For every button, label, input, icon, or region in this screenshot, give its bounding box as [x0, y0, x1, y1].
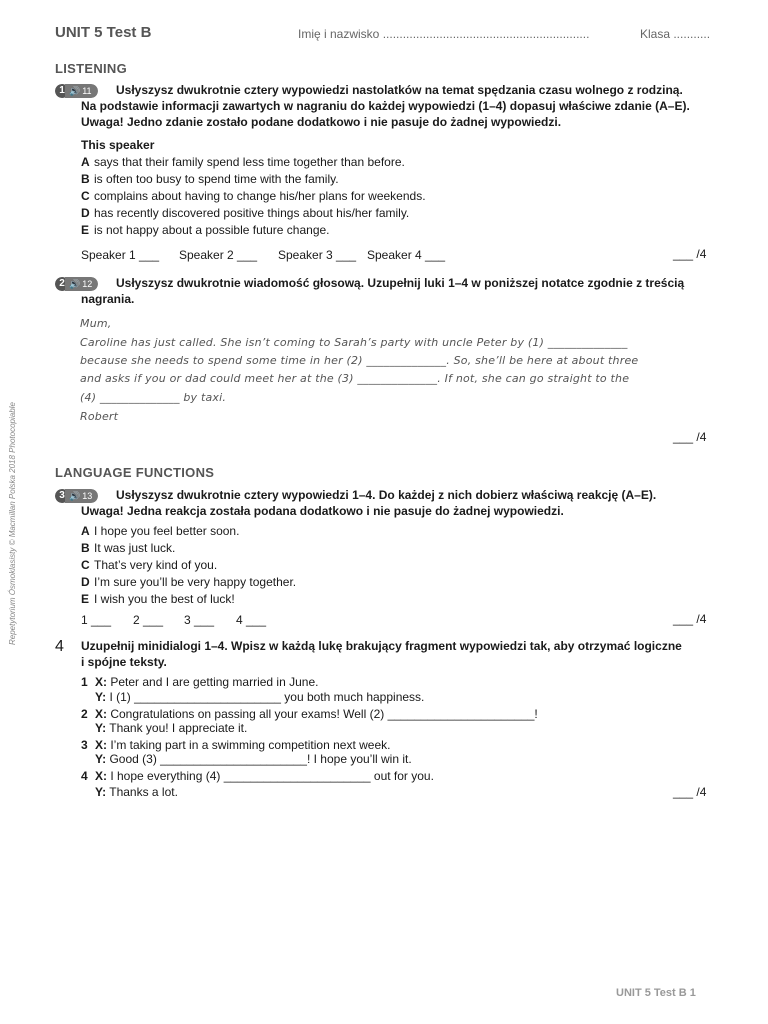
task-2-instruction-line-1: Usłyszysz dwukrotnie wiadomość głosową. Uzupełnij luki 1–4 w poniższej notatce zgodnie z treścią	[116, 276, 685, 290]
dialogue-2-y: Y: Thank you! I appreciate it.	[95, 721, 248, 735]
task-1-option-d: D has recently discovered positive things about his/her family.	[81, 206, 410, 220]
track-number: 13	[82, 491, 93, 501]
note-line-4: (4) ______________ by taxi.	[80, 391, 227, 404]
dialogue-number: 2	[81, 707, 88, 721]
dialogue-1-y: Y: I (1) ______________________ you both much happiness.	[95, 690, 425, 704]
dialogue-4-x: X: I hope everything (4) ______________________ out for you.	[95, 769, 434, 783]
class-field-label: Klasa ...........	[640, 27, 711, 41]
dialogue-4-y: Y: Thanks a lot.	[95, 785, 178, 799]
audio-icon: 🔊	[69, 279, 81, 289]
task-4-score: ___ /4	[673, 785, 707, 799]
task-3-option-d: D I’m sure you’ll be very happy together.	[81, 575, 297, 589]
task-3-score: ___ /4	[673, 612, 707, 626]
note-line-3: and asks if you or dad could meet her at the (3) ______________. If not, she can go straight to the	[80, 372, 630, 385]
dialogue-1-x: X: Peter and I are getting married in June.	[95, 675, 319, 689]
task-number: 1	[55, 84, 69, 98]
answer-speaker-2[interactable]: Speaker 2 ___	[179, 248, 258, 262]
task-3-option-b: B It was just luck.	[81, 541, 176, 555]
audio-icon: 🔊	[69, 491, 81, 501]
task-3-instruction-line-2: Uwaga! Jedna reakcja została podana dodatkowo i nie pasuje do żadnej wypowiedzi.	[81, 504, 564, 518]
task-3-instruction-line-1: Usłyszysz dwukrotnie cztery wypowiedzi 1–4. Do każdej z nich dobierz właściwą reakcję (A–E).	[116, 488, 657, 502]
answer-item-1[interactable]: 1 ___	[81, 613, 112, 627]
note-line-2: because she needs to spend some time in her (2) ______________. So, she’ll be here at about three	[80, 354, 639, 367]
answer-speaker-3[interactable]: Speaker 3 ___	[278, 248, 357, 262]
task-1-stem: This speaker	[81, 138, 155, 152]
note-greeting: Mum,	[80, 317, 112, 330]
unit-title: UNIT 5 Test B	[55, 24, 152, 41]
note-line-1: Caroline has just called. She isn’t coming to Sarah’s party with uncle Peter by (1) ______________	[80, 336, 628, 349]
dialogue-2-x: X: Congratulations on passing all your exams! Well (2) ______________________!	[95, 707, 538, 721]
task-1-instruction-line-3: Uwaga! Jedno zdanie zostało podane dodatkowo i nie pasuje do żadnej wypowiedzi.	[81, 115, 562, 129]
task-4-badge	[55, 638, 64, 656]
task-4-instruction-line-2: i spójne teksty.	[81, 655, 167, 669]
task-number: 2	[55, 277, 69, 291]
task-2-badge	[55, 277, 98, 291]
task-2-instruction-line-2: nagrania.	[81, 292, 135, 306]
answer-item-2[interactable]: 2 ___	[133, 613, 164, 627]
task-3-option-a: A I hope you feel better soon.	[81, 524, 240, 538]
section-heading-language-functions: LANGUAGE FUNCTIONS	[55, 465, 215, 480]
task-1-instruction-line-1: Usłyszysz dwukrotnie cztery wypowiedzi nastolatków na temat spędzania czasu wolnego z rodziną.	[116, 83, 683, 97]
task-number: 3	[55, 489, 69, 503]
task-1-badge	[55, 84, 98, 98]
track-number: 12	[82, 279, 93, 289]
track-number: 11	[82, 86, 92, 96]
task-3-option-e: E I wish you the best of luck!	[81, 592, 235, 606]
copyright-side-note: Repetytorium Ósmoklasisty © Macmillan Polska 2018 Photocopiable	[8, 402, 17, 645]
task-1-option-c: C complains about having to change his/her plans for weekends.	[81, 189, 426, 203]
dialogue-3-y: Y: Good (3) ______________________! I hope you’ll win it.	[95, 752, 412, 766]
task-1-score: ___ /4	[673, 247, 707, 261]
dialogue-3-x: X: I’m taking part in a swimming competition next week.	[95, 738, 391, 752]
task-1-instruction-line-2: Na podstawie informacji zawartych w nagraniu do każdej wypowiedzi (1–4) dopasuj właściwe zdanie (A–E).	[81, 99, 690, 113]
task-number: 4	[55, 638, 64, 655]
answer-item-4[interactable]: 4 ___	[236, 613, 267, 627]
task-1-option-b: B is often too busy to spend time with the family.	[81, 172, 339, 186]
page-footer: UNIT 5 Test B 1	[616, 987, 696, 999]
answer-speaker-4[interactable]: Speaker 4 ___	[367, 248, 446, 262]
section-heading-listening: LISTENING	[55, 61, 128, 76]
task-3-badge	[55, 489, 98, 503]
dialogue-number: 4	[81, 769, 88, 783]
answer-item-3[interactable]: 3 ___	[184, 613, 215, 627]
task-1-option-a: A says that their family spend less time together than before.	[81, 155, 405, 169]
dialogue-number: 1	[81, 675, 88, 689]
audio-icon: 🔊	[69, 86, 81, 96]
task-4-instruction-line-1: Uzupełnij minidialogi 1–4. Wpisz w każdą lukę brakujący fragment wypowiedzi tak, aby otrzymać logiczne	[81, 639, 682, 653]
answer-speaker-1[interactable]: Speaker 1 ___	[81, 248, 160, 262]
note-signature: Robert	[80, 410, 119, 423]
task-1-option-e: E is not happy about a possible future change.	[81, 223, 330, 237]
task-3-option-c: C That’s very kind of you.	[81, 558, 218, 572]
name-field-label: Imię i nazwisko ..............................................................	[298, 27, 590, 41]
task-2-score: ___ /4	[673, 430, 707, 444]
dialogue-number: 3	[81, 738, 88, 752]
